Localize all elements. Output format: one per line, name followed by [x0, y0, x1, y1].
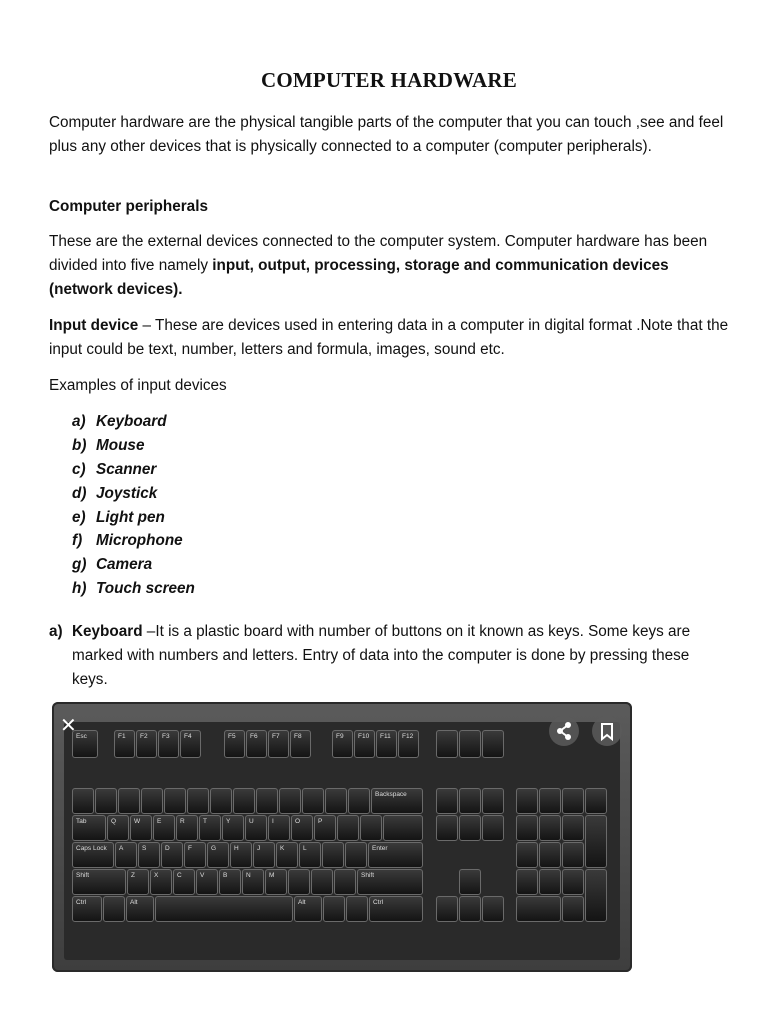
key-arrow-up [459, 869, 481, 895]
key-f6: F6 [246, 730, 267, 758]
keyboard-key [345, 842, 367, 868]
key-y: Y [222, 815, 244, 841]
keyboard-key-area [64, 722, 620, 960]
key-shift-right: Shift [357, 869, 423, 895]
list-item: a) Keyboard [72, 413, 167, 430]
peripherals-types: input, output, processing, storage and communication devices (network devices). [49, 257, 669, 298]
keyboard-key [302, 788, 324, 814]
key-arrow-left [436, 896, 458, 922]
key-f12: F12 [398, 730, 419, 758]
key-w: W [130, 815, 152, 841]
keyboard-key [482, 815, 504, 841]
list-item: d) Joystick [72, 484, 158, 502]
keyboard-key [288, 869, 310, 895]
key-alt-right: Alt [294, 896, 322, 922]
key-s: S [138, 842, 160, 868]
key-r: R [176, 815, 198, 841]
numpad-key [562, 869, 584, 895]
list-item: f) Microphone [72, 532, 183, 550]
numpad-enter [585, 869, 607, 922]
list-item: b) Mouse [72, 436, 145, 454]
key-win-right [323, 896, 345, 922]
key-enter: Enter [368, 842, 423, 868]
keyboard-key [325, 788, 347, 814]
key-space [155, 896, 293, 922]
keyboard-key [279, 788, 301, 814]
key-esc: Esc [72, 730, 98, 758]
keyboard-key [187, 788, 209, 814]
key-f5: F5 [224, 730, 245, 758]
page-title: COMPUTER HARDWARE [261, 68, 517, 92]
numpad-dot [562, 896, 584, 922]
key-f2: F2 [136, 730, 157, 758]
key-tab: Tab [72, 815, 106, 841]
key-e: E [153, 815, 175, 841]
key-f9: F9 [332, 730, 353, 758]
key-g: G [207, 842, 229, 868]
key-shift-left: Shift [72, 869, 126, 895]
key-d: D [161, 842, 183, 868]
list-item: g) Camera [72, 556, 153, 574]
keyboard-key [348, 788, 370, 814]
keyboard-label: Keyboard [72, 623, 143, 640]
key-j: J [253, 842, 275, 868]
key-b: B [219, 869, 241, 895]
key-f4: F4 [180, 730, 201, 758]
key-l: L [299, 842, 321, 868]
numpad-key [516, 842, 538, 868]
keyboard-key [383, 815, 423, 841]
key-f10: F10 [354, 730, 375, 758]
key-q: Q [107, 815, 129, 841]
list-item: c) Scanner [72, 460, 157, 478]
keyboard-key [72, 788, 94, 814]
keyboard-key [256, 788, 278, 814]
keyboard-image [52, 702, 632, 972]
numpad-key [516, 788, 538, 814]
key-u: U [245, 815, 267, 841]
key-f: F [184, 842, 206, 868]
peripherals-paragraph [49, 230, 729, 302]
key-menu [346, 896, 368, 922]
keyboard-key [118, 788, 140, 814]
numpad-key [516, 869, 538, 895]
input-device-text: – These are devices used in entering data in a computer in digital format .Note that the input could be text, number, letters and formula, images, sound etc. [49, 317, 729, 358]
numpad-key [539, 869, 561, 895]
key-m: M [265, 869, 287, 895]
key-f7: F7 [268, 730, 289, 758]
key-f1: F1 [114, 730, 135, 758]
key-arrow-down [459, 896, 481, 922]
key-k: K [276, 842, 298, 868]
key-backspace: Backspace [371, 788, 423, 814]
numpad-key [539, 788, 561, 814]
peripherals-text: These are the external devices connected to the computer system. Computer hardware has been divided into five namely [49, 233, 708, 274]
key-pause [482, 730, 504, 758]
keyboard-key [322, 842, 344, 868]
keyboard-key [436, 788, 458, 814]
numpad-key [562, 842, 584, 868]
close-icon[interactable]: ✕ [60, 715, 77, 737]
keyboard-marker: a) [49, 623, 63, 640]
key-v: V [196, 869, 218, 895]
keyboard-key [482, 788, 504, 814]
key-p: P [314, 815, 336, 841]
keyboard-key [233, 788, 255, 814]
input-device-list [72, 410, 195, 601]
key-arrow-right [482, 896, 504, 922]
key-c: C [173, 869, 195, 895]
intro-paragraph: Computer hardware are the physical tangible parts of the computer that you can touch ,see and feel plus any other devices that is physically connected to a computer (computer peripherals). [49, 114, 724, 155]
keyboard-description [49, 620, 729, 692]
key-z: Z [127, 869, 149, 895]
key-a: A [115, 842, 137, 868]
key-f8: F8 [290, 730, 311, 758]
key-ctrl-left: Ctrl [72, 896, 102, 922]
keyboard-text: –It is a plastic board with number of buttons on it known as keys. Some keys are marked with numbers and letters. Entry of data into the computer is done by pressing these keys. [72, 623, 691, 688]
key-alt-left: Alt [126, 896, 154, 922]
input-device-paragraph [49, 314, 729, 362]
key-prtsc [436, 730, 458, 758]
key-scroll [459, 730, 481, 758]
keyboard-key [141, 788, 163, 814]
keyboard-key [311, 869, 333, 895]
input-device-label: Input device [49, 317, 139, 334]
numpad-key [539, 815, 561, 841]
keyboard-key [459, 815, 481, 841]
list-item: h) Touch screen [72, 580, 195, 598]
key-o: O [291, 815, 313, 841]
keyboard-key [360, 815, 382, 841]
numpad-key [562, 788, 584, 814]
numpad-plus [585, 815, 607, 868]
key-f3: F3 [158, 730, 179, 758]
examples-heading: Examples of input devices [49, 377, 227, 394]
peripherals-heading: Computer peripherals [49, 198, 208, 215]
share-icon[interactable] [549, 716, 579, 746]
key-caps-lock: Caps Lock [72, 842, 114, 868]
key-ctrl-right: Ctrl [369, 896, 423, 922]
key-f11: F11 [376, 730, 397, 758]
key-h: H [230, 842, 252, 868]
key-x: X [150, 869, 172, 895]
numpad-zero [516, 896, 561, 922]
key-t: T [199, 815, 221, 841]
keyboard-key [334, 869, 356, 895]
keyboard-key [210, 788, 232, 814]
key-n: N [242, 869, 264, 895]
key-win-left [103, 896, 125, 922]
numpad-key [585, 788, 607, 814]
numpad-key [539, 842, 561, 868]
key-i: I [268, 815, 290, 841]
keyboard-key [337, 815, 359, 841]
keyboard-key [436, 815, 458, 841]
list-item: e) Light pen [72, 508, 165, 526]
keyboard-key [459, 788, 481, 814]
numpad-key [516, 815, 538, 841]
bookmark-icon[interactable] [592, 716, 622, 746]
keyboard-key [164, 788, 186, 814]
keyboard-key [95, 788, 117, 814]
numpad-key [562, 815, 584, 841]
